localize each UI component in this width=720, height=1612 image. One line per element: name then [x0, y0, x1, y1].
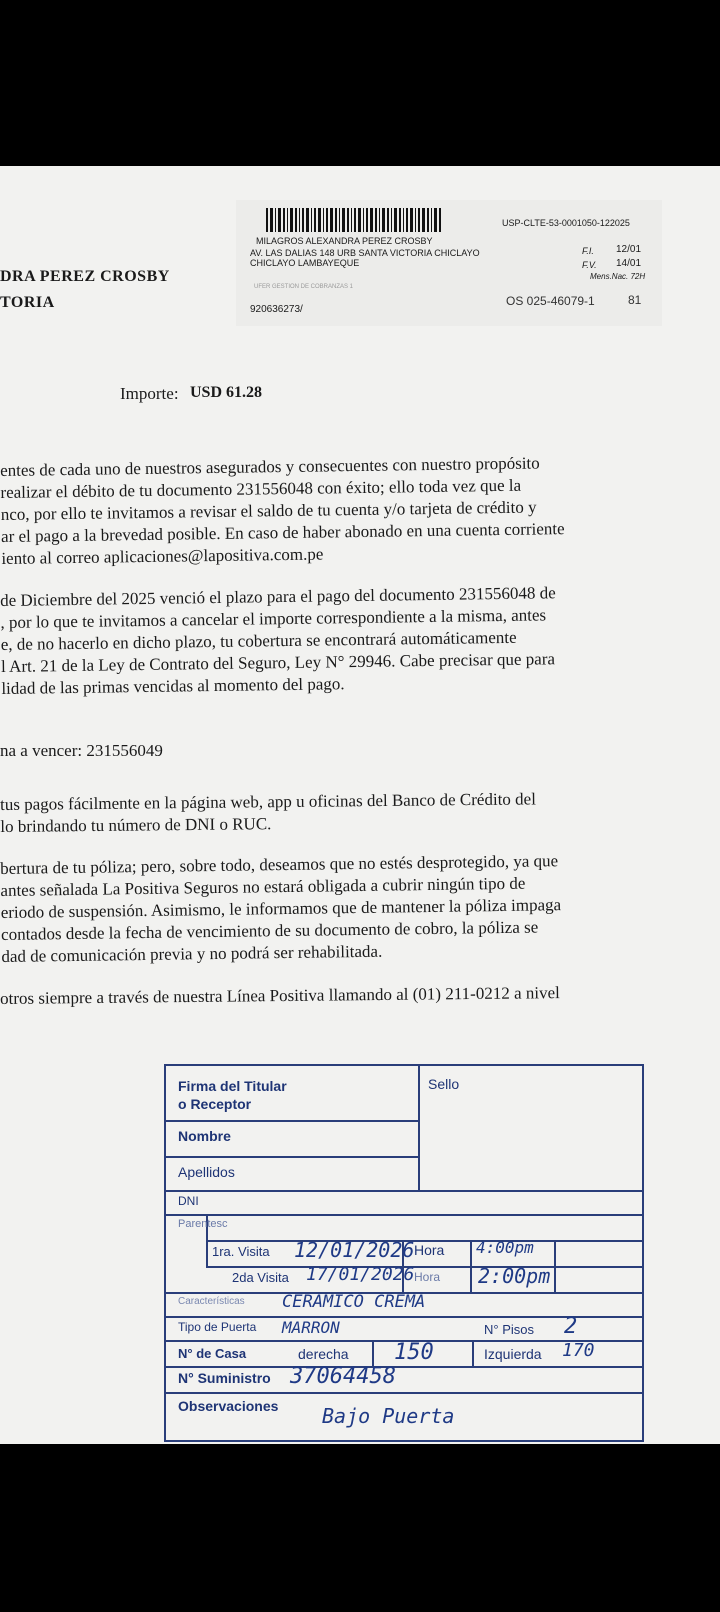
left-header-name: DRA PEREZ CROSBY	[0, 268, 170, 285]
paragraph-line: contados desde la fecha de vencimiento de su documento de cobro, la póliza se	[0, 917, 539, 944]
os-code: OS 025-46079-1	[506, 294, 595, 308]
os-number: 81	[628, 293, 642, 307]
visit-stamp-form	[164, 1064, 644, 1442]
paragraph-line: realizar el débito de tu documento 231556048 con éxito; ello toda vez que la	[0, 475, 522, 502]
tipo-label: Tipo de Puerta	[178, 1320, 257, 1334]
phone-number: 920636273/	[250, 304, 303, 315]
visita1-value: 12/01/2026	[294, 1238, 415, 1262]
fi-value: 12/01	[616, 244, 642, 255]
recipient-address: AV. LAS DALIAS 148 URB SANTA VICTORIA CHICLAYO	[250, 248, 480, 258]
paragraph-3	[0, 740, 163, 762]
recipient-city: CHICLAYO LAMBAYEQUE	[250, 258, 360, 268]
paragraph-2	[0, 582, 557, 700]
receptor-label: o Receptor	[178, 1096, 252, 1112]
fi-label: F.I.	[582, 246, 594, 256]
paragraph-1	[0, 452, 565, 570]
sello-label: Sello	[428, 1076, 460, 1092]
izquierda-label: Izquierda	[484, 1346, 542, 1362]
paragraph-line: antes señalada La Positiva Seguros no estará obligada a cubrir ningún tipo de	[0, 873, 526, 900]
paragraph-6	[0, 982, 560, 1010]
hora1-label: Hora	[414, 1242, 445, 1258]
recipient-name: MILAGROS ALEXANDRA PEREZ CROSBY	[256, 236, 433, 246]
barcode-code: USP-CLTE-53-0001050-122025	[502, 218, 630, 228]
document-page	[0, 166, 720, 1444]
observaciones-label: Observaciones	[178, 1398, 279, 1414]
left-header-address: TORIA	[0, 294, 55, 311]
hora1-value: 4:00pm	[476, 1238, 534, 1257]
paragraph-line: nco, por ello te invitamos a revisar el saldo de tu cuenta y/o tarjeta de crédito y	[0, 497, 537, 524]
paragraph-line: eriodo de suspensión. Asimismo, le informamos que de mantener la póliza impaga	[0, 895, 562, 922]
paragraph-5	[0, 850, 562, 968]
hora2-label: Hora	[414, 1270, 441, 1284]
suministro-value: 37064458	[290, 1364, 396, 1389]
paragraph-line: otros siempre a través de nuestra Línea Positiva llamando al (01) 211-0212 a nivel	[0, 983, 560, 1008]
paragraph-line: bertura de tu póliza; pero, sobre todo, deseamos que no estés desprotegido, ya que	[0, 851, 559, 878]
firma-label: Firma del Titular	[178, 1078, 287, 1094]
importe-label: Importe:	[120, 384, 179, 403]
paragraph-line: de Diciembre del 2025 venció el plazo para el pago del documento 231556048 de	[0, 583, 556, 610]
paragraph-line: lidad de las primas vencidas al momento del pago.	[1, 674, 345, 698]
paragraph-line: lo brindando tu número de DNI o RUC.	[0, 814, 272, 836]
paragraph-line: tus pagos fácilmente en la página web, app u oficinas del Banco de Crédito del	[0, 789, 536, 814]
importe-value: USD 61.28	[190, 384, 263, 401]
paragraph-line: l Art. 21 de la Ley de Contrato del Seguro, Ley N° 29946. Cabe precisar que para	[0, 649, 556, 676]
visita2-label: 2da Visita	[232, 1270, 289, 1285]
barcode	[266, 208, 488, 232]
dni-label: DNI	[178, 1194, 199, 1208]
paragraph-line: iento al correo aplicaciones@lapositiva.com.pe	[1, 544, 324, 568]
paragraph-line: dad de comunicación previa y no podrá ser rehabilitada.	[1, 941, 383, 966]
label-faint-text: UFER GESTION DE COBRANZAS 1	[254, 284, 354, 290]
fv-value: 14/01	[616, 258, 642, 269]
izquierda-value: 170	[562, 1340, 595, 1361]
paragraph-line: ar el pago a la brevedad posible. En caso de haber abonado en una cuenta corriente	[0, 519, 565, 546]
suministro-label: N° Suministro	[178, 1370, 271, 1386]
hora2-value: 2:00pm	[478, 1264, 551, 1288]
caracteristicas-value: CERAMICO CREMA	[282, 1292, 426, 1312]
caracteristicas-label: Características	[178, 1296, 245, 1307]
paragraph-line: na a vencer: 231556049	[0, 741, 163, 760]
casa-label: N° de Casa	[178, 1346, 247, 1361]
derecha-value: 150	[394, 1340, 434, 1365]
paragraph-line: e, de no hacerlo en dicho plazo, tu cobertura se encontrará automáticamente	[0, 627, 517, 654]
paragraph-line: , por lo que te invitamos a cancelar el importe correspondiente a la misma, antes	[0, 605, 547, 632]
paragraph-4	[0, 788, 536, 838]
paragraph-line: entes de cada uno de nuestros asegurados y consecuentes con nuestro propósito	[0, 453, 540, 480]
mens-nac: Mens.Nac. 72H	[590, 272, 646, 281]
pisos-label: N° Pisos	[484, 1322, 534, 1337]
observaciones-value: Bajo Puerta	[322, 1404, 455, 1428]
fv-label: F.V.	[582, 260, 597, 270]
visita2-value: 17/01/2026	[306, 1264, 415, 1285]
pisos-value: 2	[564, 1314, 578, 1339]
apellidos-label: Apellidos	[178, 1164, 235, 1180]
visita1-label: 1ra. Visita	[212, 1244, 270, 1259]
derecha-label: derecha	[298, 1346, 349, 1362]
parentesco-label: Parentesc	[178, 1218, 228, 1230]
tipo-value: MARRON	[282, 1318, 340, 1337]
nombre-label: Nombre	[178, 1128, 231, 1144]
